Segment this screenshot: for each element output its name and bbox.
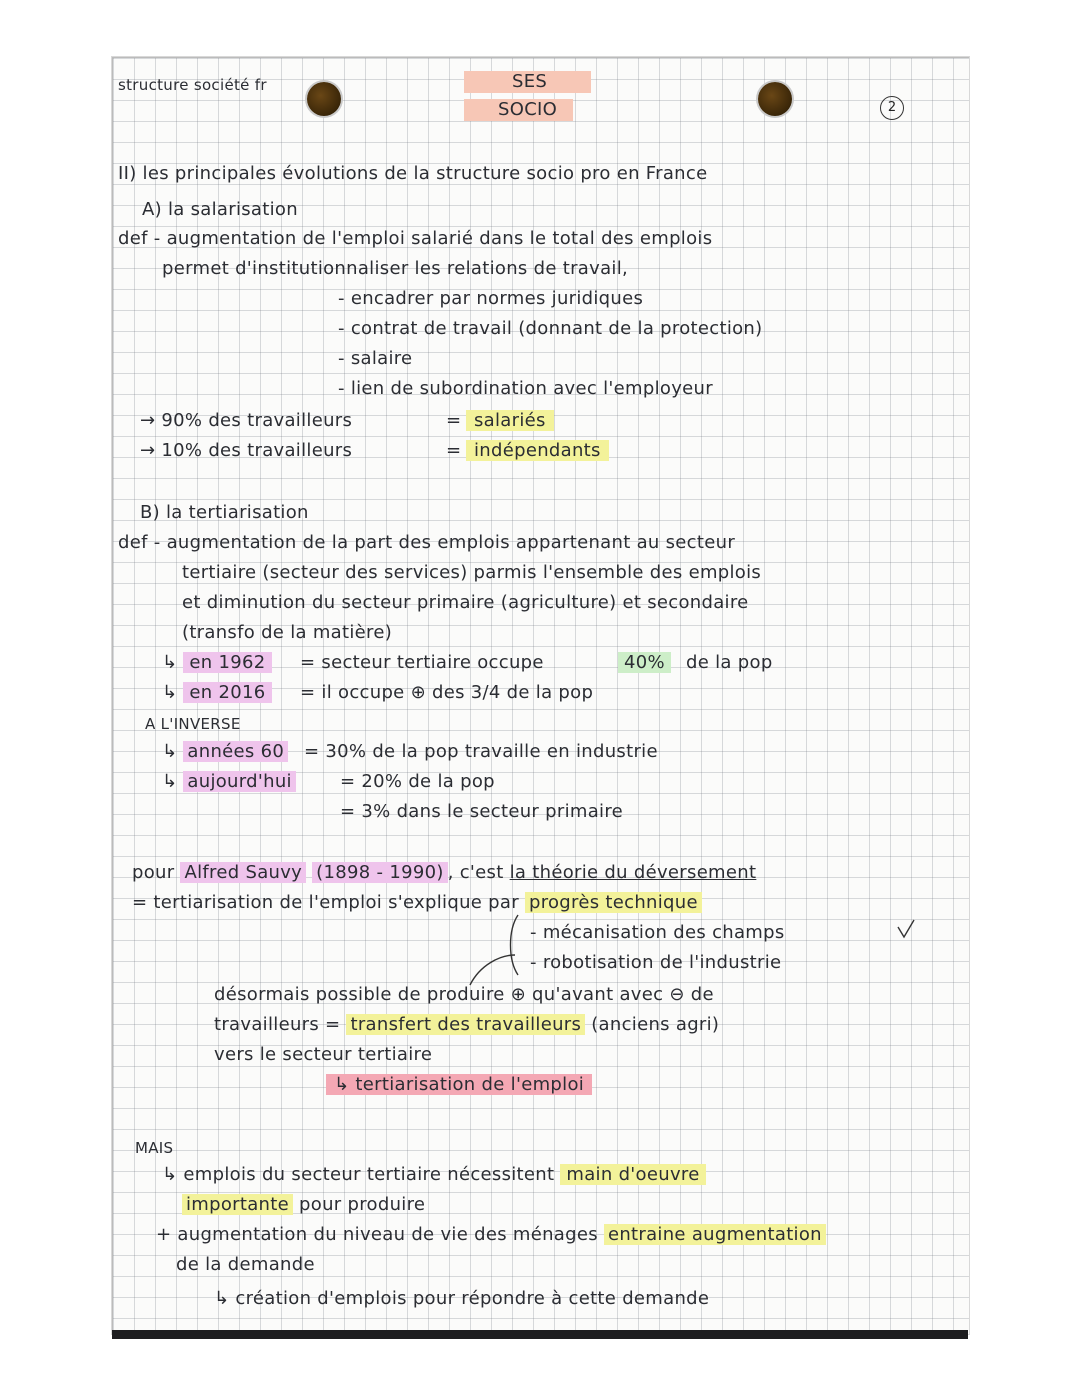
mais-label: MAIS: [135, 1139, 174, 1157]
subsection-a-title: A) la salarisation: [142, 199, 298, 220]
stat-independants-left: → 10% des travailleurs: [140, 440, 353, 461]
sauvy-name: Alfred Sauvy: [180, 862, 306, 883]
niveau-de-vie: + augmentation du niveau de vie des ménages: [156, 1224, 598, 1245]
page-number: 2: [880, 96, 904, 120]
definition-tertiarisation-3: et diminution du secteur primaire (agriculture) et secondaire: [182, 592, 749, 613]
sauvy-theory: la théorie du déversement: [509, 862, 757, 883]
permet-line: permet d'institutionnaliser les relations de travail,: [162, 258, 629, 279]
list-item: - lien de subordination avec l'employeur: [338, 378, 713, 399]
arrow-stroke: [470, 955, 515, 985]
progres-technique: progrès technique: [525, 892, 702, 913]
definition-tertiarisation-1: def - augmentation de la part des emplois appartenant au secteur: [118, 532, 736, 553]
salaries-highlight: salariés: [466, 410, 554, 431]
sauvy-travailleurs: travailleurs =: [214, 1014, 341, 1035]
subsection-b-title: B) la tertiarisation: [140, 502, 309, 523]
augmentation-highlight: entraine augmentation: [604, 1224, 826, 1245]
year-2016-label: en 2016: [183, 682, 271, 703]
mais-emplois: ↳ emplois du secteur tertiaire nécessitent: [162, 1164, 555, 1185]
subject-subtitle: SOCIO: [464, 99, 573, 121]
bracket-stroke: [511, 915, 519, 975]
sauvy-explain: = tertiarisation de l'emploi s'explique par: [132, 892, 519, 913]
year-2016-text: = il occupe ⊕ des 3/4 de la pop: [300, 682, 594, 703]
list-item: - contrat de travail (donnant de la protection): [338, 318, 763, 339]
transfert-highlight: transfert des travailleurs: [346, 1014, 585, 1035]
eq-sign: =: [446, 410, 462, 431]
sauvy-cest: , c'est: [447, 862, 504, 883]
year-1962-tail: de la pop: [686, 652, 773, 673]
aujourdhui-text: = 20% de la pop: [340, 771, 495, 792]
inverse-label: A L'INVERSE: [145, 715, 241, 733]
corner-note: structure société fr: [118, 76, 267, 94]
definition-tertiarisation-4: (transfo de la matière): [182, 622, 393, 643]
sauvy-bullet-1: - mécanisation des champs: [530, 922, 785, 943]
annees-60-label: années 60: [183, 741, 288, 762]
section-title: II) les principales évolutions de la structure socio pro en France: [118, 163, 708, 184]
sauvy-line-5: vers le secteur tertiaire: [214, 1044, 433, 1065]
aujourdhui-label: aujourd'hui: [183, 771, 295, 792]
anciens-agri: (anciens agri): [591, 1014, 720, 1035]
sauvy-line-3: désormais possible de produire ⊕ qu'avant avec ⊖ de: [214, 984, 714, 1005]
mais-line-4: de la demande: [176, 1254, 315, 1275]
year-1962-label: en 1962: [183, 652, 271, 673]
tertiarisation-highlight: ↳ tertiarisation de l'emploi: [326, 1074, 592, 1095]
primaire-text: = 3% dans le secteur primaire: [340, 801, 624, 822]
list-item: - encadrer par normes juridiques: [338, 288, 644, 309]
annees-60-text: = 30% de la pop travaille en industrie: [304, 741, 658, 762]
definition-tertiarisation-2: tertiaire (secteur des services) parmis l'ensemble des emplois: [182, 562, 762, 583]
year-2016: ↳ en 2016: [162, 682, 272, 704]
independants-highlight: indépendants: [466, 440, 609, 461]
importante-highlight: importante: [182, 1194, 293, 1215]
year-1962-text: = secteur tertiaire occupe: [300, 652, 544, 673]
pour-produire: pour produire: [299, 1194, 426, 1215]
stat-salaries-left: → 90% des travailleurs: [140, 410, 353, 431]
eq-sign: =: [446, 440, 462, 461]
sauvy-bullet-2: - robotisation de l'industrie: [530, 952, 782, 973]
aujourdhui: ↳ aujourd'hui: [162, 771, 296, 793]
main-doeuvre-highlight: main d'oeuvre: [560, 1164, 705, 1185]
mais-line-5: ↳ création d'emplois pour répondre à cette demande: [214, 1288, 710, 1309]
annees-60: ↳ années 60: [162, 741, 288, 763]
check-icon: [898, 920, 914, 937]
subject-title: SES: [464, 71, 591, 93]
sauvy-pour: pour: [132, 862, 175, 883]
sauvy-dates: (1898 - 1990): [312, 862, 448, 883]
year-1962: ↳ en 1962: [162, 652, 272, 674]
list-item: - salaire: [338, 348, 413, 369]
pct-40-highlight: 40%: [618, 652, 671, 673]
definition-salarisation: def - augmentation de l'emploi salarié dans le total des emplois: [118, 228, 713, 249]
